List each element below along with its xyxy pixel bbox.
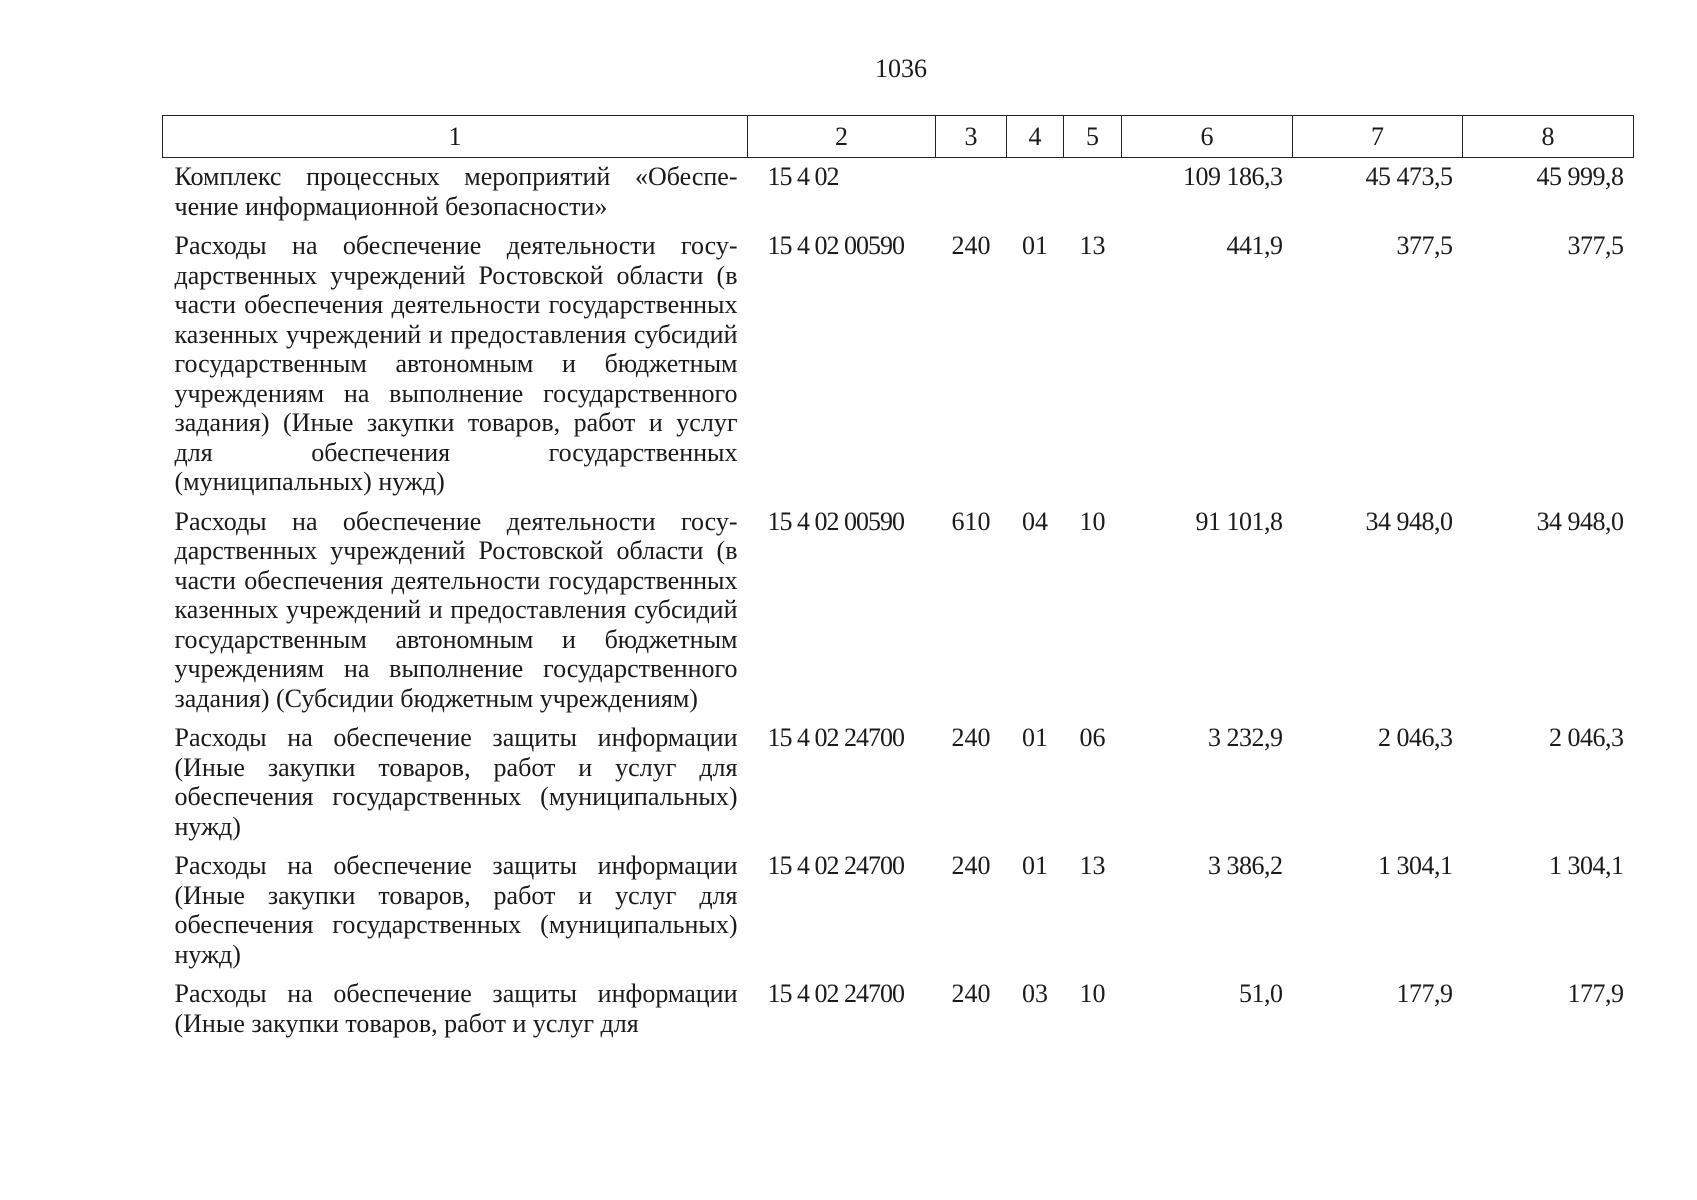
row-name: Расходы на обеспечение защиты информации (Иные закупки товаров, работ и услуг для обеспечения государственных (муниципальных) нужд) (174, 723, 738, 841)
budget-table (162, 115, 1634, 1048)
row-subsection: 10 (1079, 506, 1106, 536)
table-header (163, 116, 1634, 158)
row-section: 03 (1022, 979, 1048, 1008)
header-cell-3: 3 (936, 116, 1007, 158)
row-code: 15 4 02 (767, 162, 839, 191)
row-code: 15 4 02 24700 (767, 851, 904, 880)
header-cell-1: 1 (163, 116, 748, 158)
page-number: 1036 (875, 54, 927, 83)
row-value-7: 377,5 (1396, 231, 1453, 260)
row-expense-type: 240 (951, 979, 991, 1008)
row-value-6: 441,9 (1226, 231, 1283, 260)
row-subsection: 13 (1079, 231, 1106, 260)
row-value-6: 91 101,8 (1195, 506, 1283, 536)
header-cell-2: 2 (748, 116, 936, 158)
header-cell-4: 4 (1007, 116, 1064, 158)
row-name: Расходы на обеспечение защиты информации (Иные закупки товаров, работ и услуг для обеспечения государственных (муниципальных) нужд) (174, 851, 738, 969)
header-row (163, 116, 1634, 158)
row-value-7: 1 304,1 (1378, 851, 1453, 880)
row-value-8: 34 948,0 (1536, 506, 1624, 536)
table-row (163, 158, 1634, 232)
row-subsection: 13 (1079, 851, 1106, 880)
row-expense-type: 240 (951, 231, 991, 260)
row-value-7: 34 948,0 (1365, 506, 1453, 536)
row-name: Расходы на обеспечение защиты информации (Иные закупки товаров, работ и услуг для (174, 979, 738, 1038)
row-expense-type: 240 (951, 851, 991, 880)
row-expense-type: 610 (951, 506, 991, 536)
row-expense-type (936, 158, 1007, 232)
table-row (163, 231, 1634, 507)
row-value-6: 3 232,9 (1208, 723, 1283, 752)
row-code: 15 4 02 00590 (767, 506, 904, 536)
row-value-8: 177,9 (1567, 979, 1624, 1008)
row-expense-type: 240 (951, 723, 991, 752)
row-name: Расходы на обеспечение деятельности государственных учреждений Ростовской области (в части обеспечения деятельности государственных казенных учреждений и предоставления субсидий государственным автономным и бюджетным учреждениям на выполнение государственного задания) (Субсидии бюджетным учреждениям) (174, 506, 738, 713)
header-cell-7: 7 (1293, 116, 1463, 158)
row-value-8: 1 304,1 (1549, 851, 1624, 880)
row-value-7: 45 473,5 (1365, 162, 1453, 191)
row-code: 15 4 02 00590 (767, 231, 904, 260)
row-value-7: 177,9 (1396, 979, 1453, 1008)
table-row (163, 507, 1634, 724)
row-section: 01 (1022, 723, 1048, 752)
header-cell-6: 6 (1122, 116, 1293, 158)
row-value-6: 51,0 (1239, 979, 1283, 1008)
row-value-6: 109 186,3 (1183, 162, 1283, 191)
table-row (163, 851, 1634, 979)
header-cell-5: 5 (1064, 116, 1122, 158)
row-code: 15 4 02 24700 (767, 723, 904, 752)
row-subsection: 06 (1079, 723, 1106, 752)
row-value-8: 2 046,3 (1549, 723, 1624, 752)
row-subsection: 10 (1079, 979, 1106, 1008)
row-section (1007, 158, 1064, 232)
row-name: Комплекс процессных мероприятий «Обеспечение информационной безопасности» (174, 162, 738, 221)
row-name: Расходы на обеспечение деятельности государственных учреждений Ростовской области (в части обеспечения деятельности государственных казенных учреждений и предоставления субсидий государственным автономным и бюджетным учреждениям на выполнение государственного задания) (Иные закупки товаров, работ и услуг для обеспечения государственных (муниципальных) нужд) (174, 231, 738, 496)
row-section: 01 (1022, 231, 1048, 260)
table-row (163, 979, 1634, 1048)
row-value-6: 3 386,2 (1208, 851, 1283, 880)
row-value-8: 45 999,8 (1536, 162, 1624, 191)
table-row (163, 723, 1634, 851)
row-value-8: 377,5 (1567, 231, 1624, 260)
header-cell-8: 8 (1463, 116, 1634, 158)
row-subsection (1064, 158, 1122, 232)
table-body (163, 158, 1634, 1049)
row-section: 04 (1022, 506, 1048, 536)
row-code: 15 4 02 24700 (767, 979, 904, 1008)
row-value-7: 2 046,3 (1378, 723, 1453, 752)
row-section: 01 (1022, 851, 1048, 880)
